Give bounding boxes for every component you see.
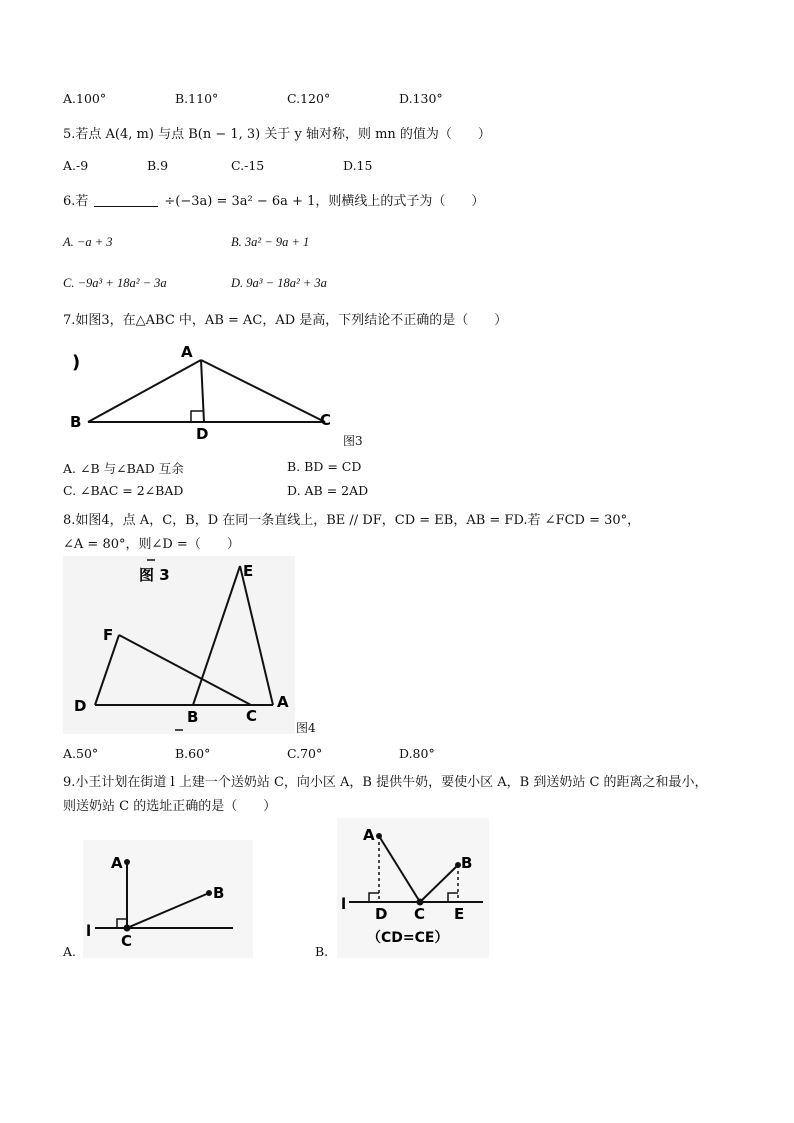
q9b-label-d: D xyxy=(375,905,388,923)
q9b-label-l: l xyxy=(341,895,347,913)
q8-stem-line1: 8.如图4，点 A，C，B，D 在同一条直线上，BE // DF，CD = EB，AB = FD.若 ∠FCD = 30°， xyxy=(63,513,641,528)
q7-label-d: D xyxy=(196,425,209,443)
q8-label-f: F xyxy=(103,626,114,644)
q4-option-b: B.110° xyxy=(175,91,219,106)
q8-stem-line2: ∠A = 80°，则∠D =（ ） xyxy=(63,537,240,552)
q8-label-e: E xyxy=(243,562,254,580)
q6-blank xyxy=(94,206,158,207)
q7-paren: ) xyxy=(72,352,81,373)
parallel-lines-diagram xyxy=(63,556,295,734)
q7-figure xyxy=(63,335,343,445)
q5-option-c: C.-15 xyxy=(231,158,265,173)
q9b-note: （CD=CE） xyxy=(367,930,449,946)
q8-figure-caption: 图4 xyxy=(296,721,316,735)
q6-stem-suffix: ÷(−3a) = 3a² − 6a + 1，则横线上的式子为（ ） xyxy=(164,194,485,209)
q9b-label-a: A xyxy=(363,826,375,844)
q8-label-d: D xyxy=(74,697,87,715)
q7-label-a: A xyxy=(181,343,193,361)
q5-option-b: B.9 xyxy=(147,158,169,173)
q9b-label-e: E xyxy=(454,905,465,923)
q6-option-a: A. −a + 3 xyxy=(63,235,113,249)
q7-label-b: B xyxy=(70,413,82,431)
q6-option-c: C. −9a³ + 18a² − 3a xyxy=(63,276,167,290)
q6-stem-prefix: 6.若 xyxy=(63,194,89,209)
q8-option-a: A.50° xyxy=(63,746,99,761)
q9-stem-line2: 则送奶站 C 的选址正确的是（ ） xyxy=(63,799,277,814)
q5-stem: 5.若点 A(4, m) 与点 B(n − 1, 3) 关于 y 轴对称，则 mn 的值为（ ） xyxy=(63,127,491,142)
street-diagram-b xyxy=(337,818,489,958)
q8-label-a: A xyxy=(277,693,289,711)
q5-option-a: A.-9 xyxy=(63,158,89,173)
street-diagram-a xyxy=(83,840,253,958)
q9a-label-a: A xyxy=(111,854,123,872)
q9-figure-b xyxy=(337,818,489,958)
q8-option-c: C.70° xyxy=(287,746,323,761)
q9-option-a: A. xyxy=(63,944,77,959)
q7-stem: 7.如图3，在△ABC 中，AB = AC，AD 是高，下列结论不正确的是（ ） xyxy=(63,313,508,328)
q7-option-a: A. ∠B 与∠BAD 互余 xyxy=(63,461,184,476)
q8-option-b: B.60° xyxy=(175,746,211,761)
q8-label-b: B xyxy=(187,708,199,726)
q7-option-c: C. ∠BAC = 2∠BAD xyxy=(63,483,184,498)
triangle-abc-diagram xyxy=(63,335,343,445)
q4-option-a: A.100° xyxy=(63,91,107,106)
q9b-label-b: B xyxy=(461,854,473,872)
q6-stem xyxy=(63,190,484,209)
q7-label-c: C xyxy=(320,411,332,429)
q5-option-d: D.15 xyxy=(343,158,373,173)
q9-stem-line1: 9.小王计划在街道 l 上建一个送奶站 C，向小区 A，B 提供牛奶，要使小区 A，B 到送奶站 C 的距离之和最小， xyxy=(63,775,708,790)
q8-figure xyxy=(63,556,295,734)
q8-option-d: D.80° xyxy=(399,746,435,761)
q7-option-d: D. AB = 2AD xyxy=(287,483,369,498)
q9-option-b: B. xyxy=(315,944,329,959)
q4-option-c: C.120° xyxy=(287,91,331,106)
q6-option-b: B. 3a² − 9a + 1 xyxy=(231,235,310,249)
q4-option-d: D.130° xyxy=(399,91,443,106)
q8-label-c: C xyxy=(246,707,258,725)
q8-figure-title: 图 3 xyxy=(139,566,170,584)
q7-option-b: B. BD = CD xyxy=(287,459,362,474)
q9a-label-l: l xyxy=(86,922,92,940)
q9-figure-a xyxy=(83,840,253,958)
q9a-label-b: B xyxy=(213,884,225,902)
q7-figure-caption: 图3 xyxy=(343,434,363,448)
q9b-label-c: C xyxy=(414,905,426,923)
q9a-label-c: C xyxy=(121,932,133,950)
q6-option-d: D. 9a³ − 18a² + 3a xyxy=(231,276,327,290)
